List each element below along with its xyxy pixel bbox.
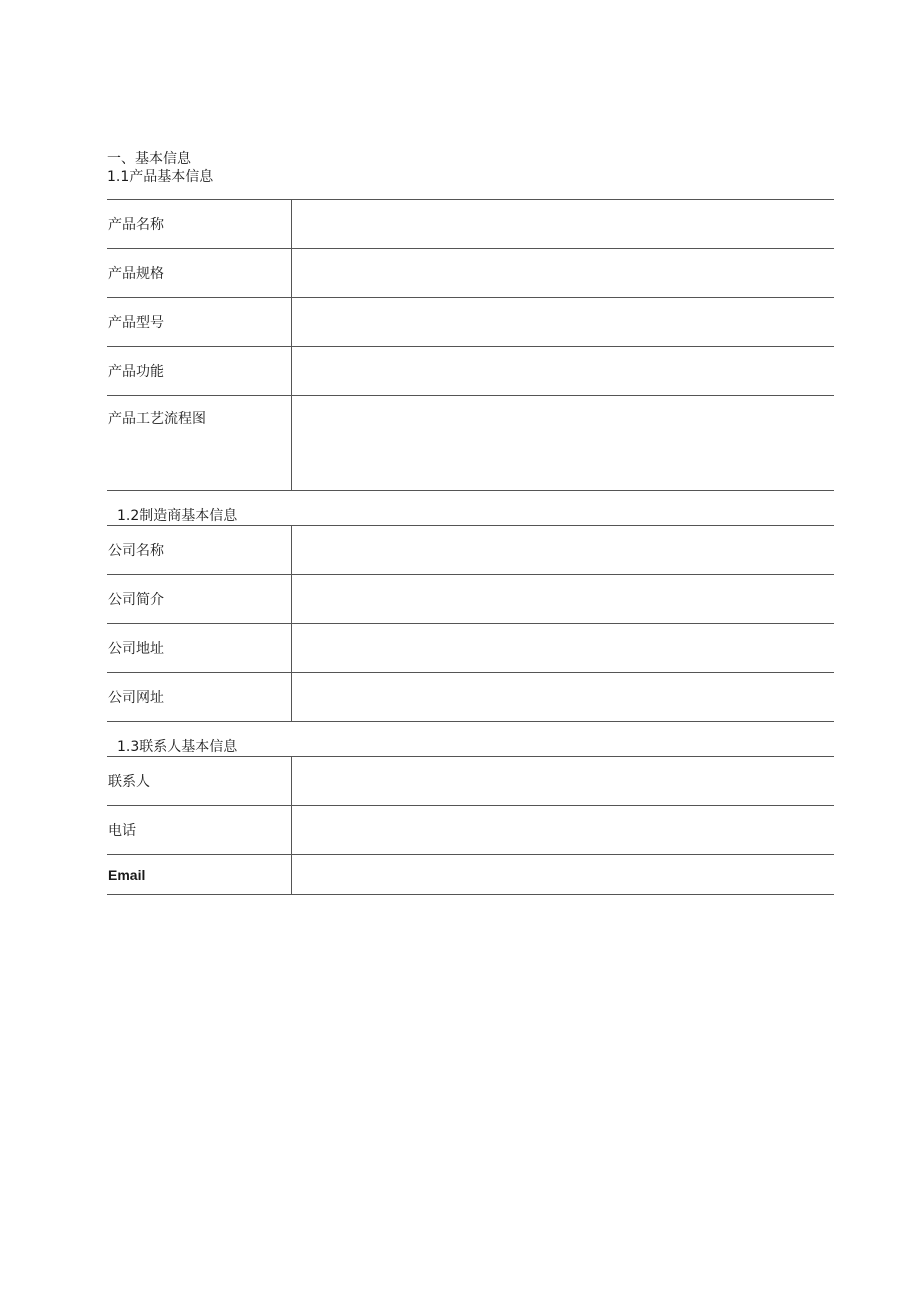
table-row [107, 757, 834, 806]
field-label: 公司简介 [107, 575, 292, 624]
field-value-contact-person[interactable] [292, 757, 835, 806]
field-value-company-website[interactable] [292, 673, 835, 722]
document-page [107, 150, 834, 895]
field-label: 公司网址 [107, 673, 292, 722]
section-title-contact: 1.3联系人基本信息 [117, 739, 238, 755]
manufacturer-info-table [107, 525, 834, 722]
field-label: 产品工艺流程图 [107, 396, 292, 491]
section-title-manufacturer: 1.2制造商基本信息 [117, 508, 238, 524]
field-label: 产品型号 [107, 298, 292, 347]
field-label: 电话 [107, 806, 292, 855]
field-value-product-spec[interactable] [292, 249, 835, 298]
field-label: 产品名称 [107, 200, 292, 249]
field-label: 公司名称 [107, 526, 292, 575]
field-value-product-name[interactable] [292, 200, 835, 249]
field-value-company-address[interactable] [292, 624, 835, 673]
field-label: 产品规格 [107, 249, 292, 298]
table-row [107, 624, 834, 673]
document-heading: 一、基本信息 [107, 151, 191, 167]
table-row [107, 347, 834, 396]
table-row [107, 806, 834, 855]
table-row [107, 396, 834, 491]
field-value-company-intro[interactable] [292, 575, 835, 624]
table-row [107, 200, 834, 249]
field-label: 公司地址 [107, 624, 292, 673]
field-value-process-flowchart[interactable] [292, 396, 835, 491]
field-value-product-function[interactable] [292, 347, 835, 396]
field-value-company-name[interactable] [292, 526, 835, 575]
field-label: 联系人 [107, 757, 292, 806]
table-row [107, 298, 834, 347]
table-row [107, 855, 834, 895]
field-label: 产品功能 [107, 347, 292, 396]
product-info-table [107, 199, 834, 491]
table-row [107, 249, 834, 298]
contact-info-table [107, 756, 834, 895]
table-row [107, 575, 834, 624]
table-row [107, 673, 834, 722]
field-value-email[interactable] [292, 855, 835, 895]
field-label: Email [107, 855, 292, 895]
field-value-product-model[interactable] [292, 298, 835, 347]
table-row [107, 526, 834, 575]
field-value-phone[interactable] [292, 806, 835, 855]
section-title-product: 1.1产品基本信息 [107, 169, 214, 185]
